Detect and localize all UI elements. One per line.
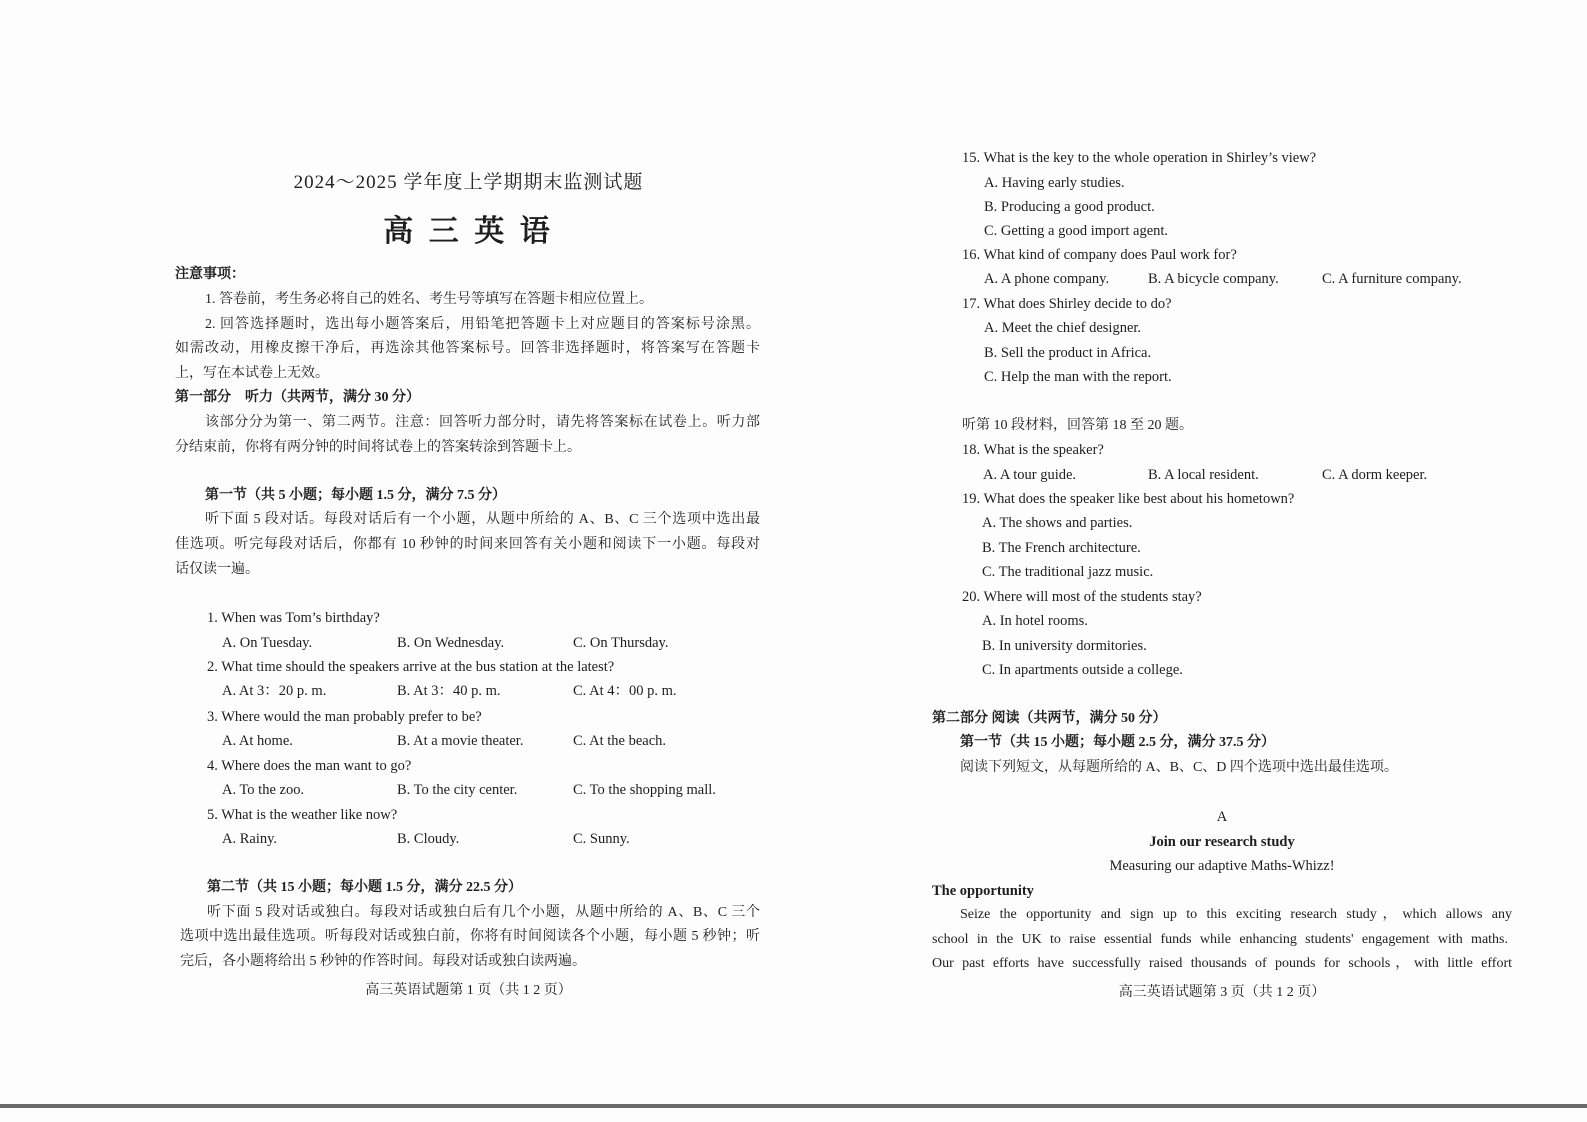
section1-intro-line: 听下面 5 段对话。每段对话后有一个小题，从题中所给的 A、B、C 三个选项中选出最: [205, 512, 760, 527]
question-15-option-b: B. Producing a good product.: [984, 199, 1155, 215]
section2-intro-line: 听下面 5 段对话或独白。每段对话或独白后有几个小题，从题中所给的 A、B、C 三个: [207, 905, 760, 920]
section1-heading: 第一节（共 5 小题；每小题 1.5 分，满分 7.5 分）: [205, 488, 506, 503]
question-2-stem: 2. What time should the speakers arrive at the bus station at the latest?: [207, 659, 615, 675]
question-3-option-c: C. At the beach.: [573, 733, 667, 749]
question-17-option-b: B. Sell the product in Africa.: [984, 345, 1152, 361]
question-20-option-b: B. In university dormitories.: [982, 638, 1147, 654]
question-18-option-b: B. A local resident.: [1148, 467, 1259, 483]
passage-heading: The opportunity: [932, 883, 1034, 899]
question-5-option-a: A. Rainy.: [222, 831, 278, 847]
exam-page-1: [0, 0, 790, 1100]
question-19-option-a: A. The shows and parties.: [982, 515, 1133, 531]
question-18-option-a: A. A tour guide.: [983, 467, 1077, 483]
question-17-option-c: C. Help the man with the report.: [984, 369, 1172, 385]
notice-item-2-line: 如需改动，用橡皮擦干净后，再选涂其他答案标号。回答非选择题时，将答案写在答题卡: [175, 341, 760, 356]
question-2-option-c: C. At 4：00 p. m.: [573, 683, 677, 699]
material-10-instruction: 听第 10 段材料，回答第 18 至 20 题。: [962, 418, 1193, 433]
part2-heading: 第二部分 阅读（共两节，满分 50 分）: [932, 711, 1167, 726]
question-20-stem: 20. Where will most of the students stay?: [962, 589, 1202, 605]
question-16-option-b: B. A bicycle company.: [1148, 271, 1279, 287]
exam-page-3: [790, 0, 1587, 1100]
part1-intro-line: 该部分分为第一、第二两节。注意：回答听力部分时，请先将答案标在试卷上。听力部: [205, 415, 760, 430]
question-5-option-b: B. Cloudy.: [397, 831, 460, 847]
question-20-option-c: C. In apartments outside a college.: [982, 662, 1183, 678]
question-3-stem: 3. Where would the man probably prefer to be?: [207, 709, 482, 725]
question-16-stem: 16. What kind of company does Paul work for?: [962, 247, 1237, 263]
subject-title: 高 三 英 语: [383, 215, 554, 248]
passage-line: Seize the opportunity and sign up to this exciting research study，which allows any: [960, 907, 1512, 922]
question-5-option-c: C. Sunny.: [573, 831, 630, 847]
question-20-option-a: A. In hotel rooms.: [982, 613, 1088, 629]
question-4-option-a: A. To the zoo.: [222, 782, 305, 798]
question-18-stem: 18. What is the speaker?: [962, 442, 1104, 458]
question-16-option-a: A. A phone company.: [984, 271, 1110, 287]
passage-line: Our past efforts have successfully raised thousands of pounds for schools，with little effort: [932, 956, 1512, 971]
question-15-stem: 15. What is the key to the whole operation in Shirley’s view?: [962, 150, 1317, 166]
exam-title: 2024～2025 学年度上学期期末监测试题: [293, 172, 644, 193]
scan-edge: [0, 1104, 1587, 1108]
notice-item-1: 1. 答卷前，考生务必将自己的姓名、考生号等填写在答题卡相应位置上。: [205, 292, 653, 307]
question-1-option-a: A. On Tuesday.: [222, 635, 313, 651]
part2-section1-instruction: 阅读下列短文，从每题所给的 A、B、C、D 四个选项中选出最佳选项。: [960, 760, 1398, 775]
question-15-option-a: A. Having early studies.: [984, 175, 1125, 191]
question-1-option-c: C. On Thursday.: [573, 635, 669, 651]
question-17-option-a: A. Meet the chief designer.: [984, 320, 1142, 336]
question-4-option-b: B. To the city center.: [397, 782, 518, 798]
passage-title: Join our research study: [1149, 834, 1295, 850]
question-16-option-c: C. A furniture company.: [1322, 271, 1462, 287]
notice-heading: 注意事项：: [175, 267, 245, 282]
question-19-option-c: C. The traditional jazz music.: [982, 564, 1154, 580]
question-19-stem: 19. What does the speaker like best about his hometown?: [962, 491, 1295, 507]
question-17-stem: 17. What does Shirley decide to do?: [962, 296, 1172, 312]
notice-item-2-line: 2. 回答选择题时，选出每小题答案后，用铅笔把答题卡上对应题目的答案标号涂黑。: [205, 317, 760, 332]
question-4-stem: 4. Where does the man want to go?: [207, 758, 412, 774]
page-footer: 高三英语试题第 1 页（共 1 2 页）: [365, 983, 572, 998]
question-1-stem: 1. When was Tom’s birthday?: [207, 610, 380, 626]
passage-subtitle: Measuring our adaptive Maths-Whizz!: [1109, 858, 1335, 874]
question-5-stem: 5. What is the weather like now?: [207, 807, 398, 823]
notice-item-2-line: 上，写在本试卷上无效。: [175, 366, 329, 381]
question-1-option-b: B. On Wednesday.: [397, 635, 505, 651]
question-2-option-a: A. At 3：20 p. m.: [222, 683, 327, 699]
question-3-option-b: B. At a movie theater.: [397, 733, 524, 749]
question-3-option-a: A. At home.: [222, 733, 293, 749]
part1-heading: 第一部分 听力（共两节，满分 30 分）: [175, 390, 420, 405]
section1-intro-line: 佳选项。听完每段对话后，你都有 10 秒钟的时间来回答有关小题和阅读下一小题。每段对: [175, 537, 760, 552]
section2-intro-line: 选项中选出最佳选项。听每段对话或独白前，你将有时间阅读各个小题，每小题 5 秒钟；听: [180, 929, 760, 944]
passage-line: school in the UK to raise essential funds while enhancing students' engagement with maths.: [932, 932, 1508, 947]
part2-section1-heading: 第一节（共 15 小题；每小题 2.5 分，满分 37.5 分）: [960, 735, 1275, 750]
question-15-option-c: C. Getting a good import agent.: [984, 223, 1169, 239]
section2-heading: 第二节（共 15 小题；每小题 1.5 分，满分 22.5 分）: [207, 880, 522, 895]
question-2-option-b: B. At 3：40 p. m.: [397, 683, 501, 699]
question-18-option-c: C. A dorm keeper.: [1322, 467, 1428, 483]
passage-label: A: [1216, 809, 1228, 825]
section1-intro-line: 话仅读一遍。: [175, 562, 259, 577]
question-19-option-b: B. The French architecture.: [982, 540, 1141, 556]
part1-intro-line: 分结束前，你将有两分钟的时间将试卷上的答案转涂到答题卡上。: [175, 440, 581, 455]
page-footer: 高三英语试题第 3 页（共 1 2 页）: [1118, 985, 1326, 1000]
question-4-option-c: C. To the shopping mall.: [573, 782, 716, 798]
section2-intro-line: 完后，各小题将给出 5 秒钟的作答时间。每段对话或独白读两遍。: [180, 954, 586, 969]
